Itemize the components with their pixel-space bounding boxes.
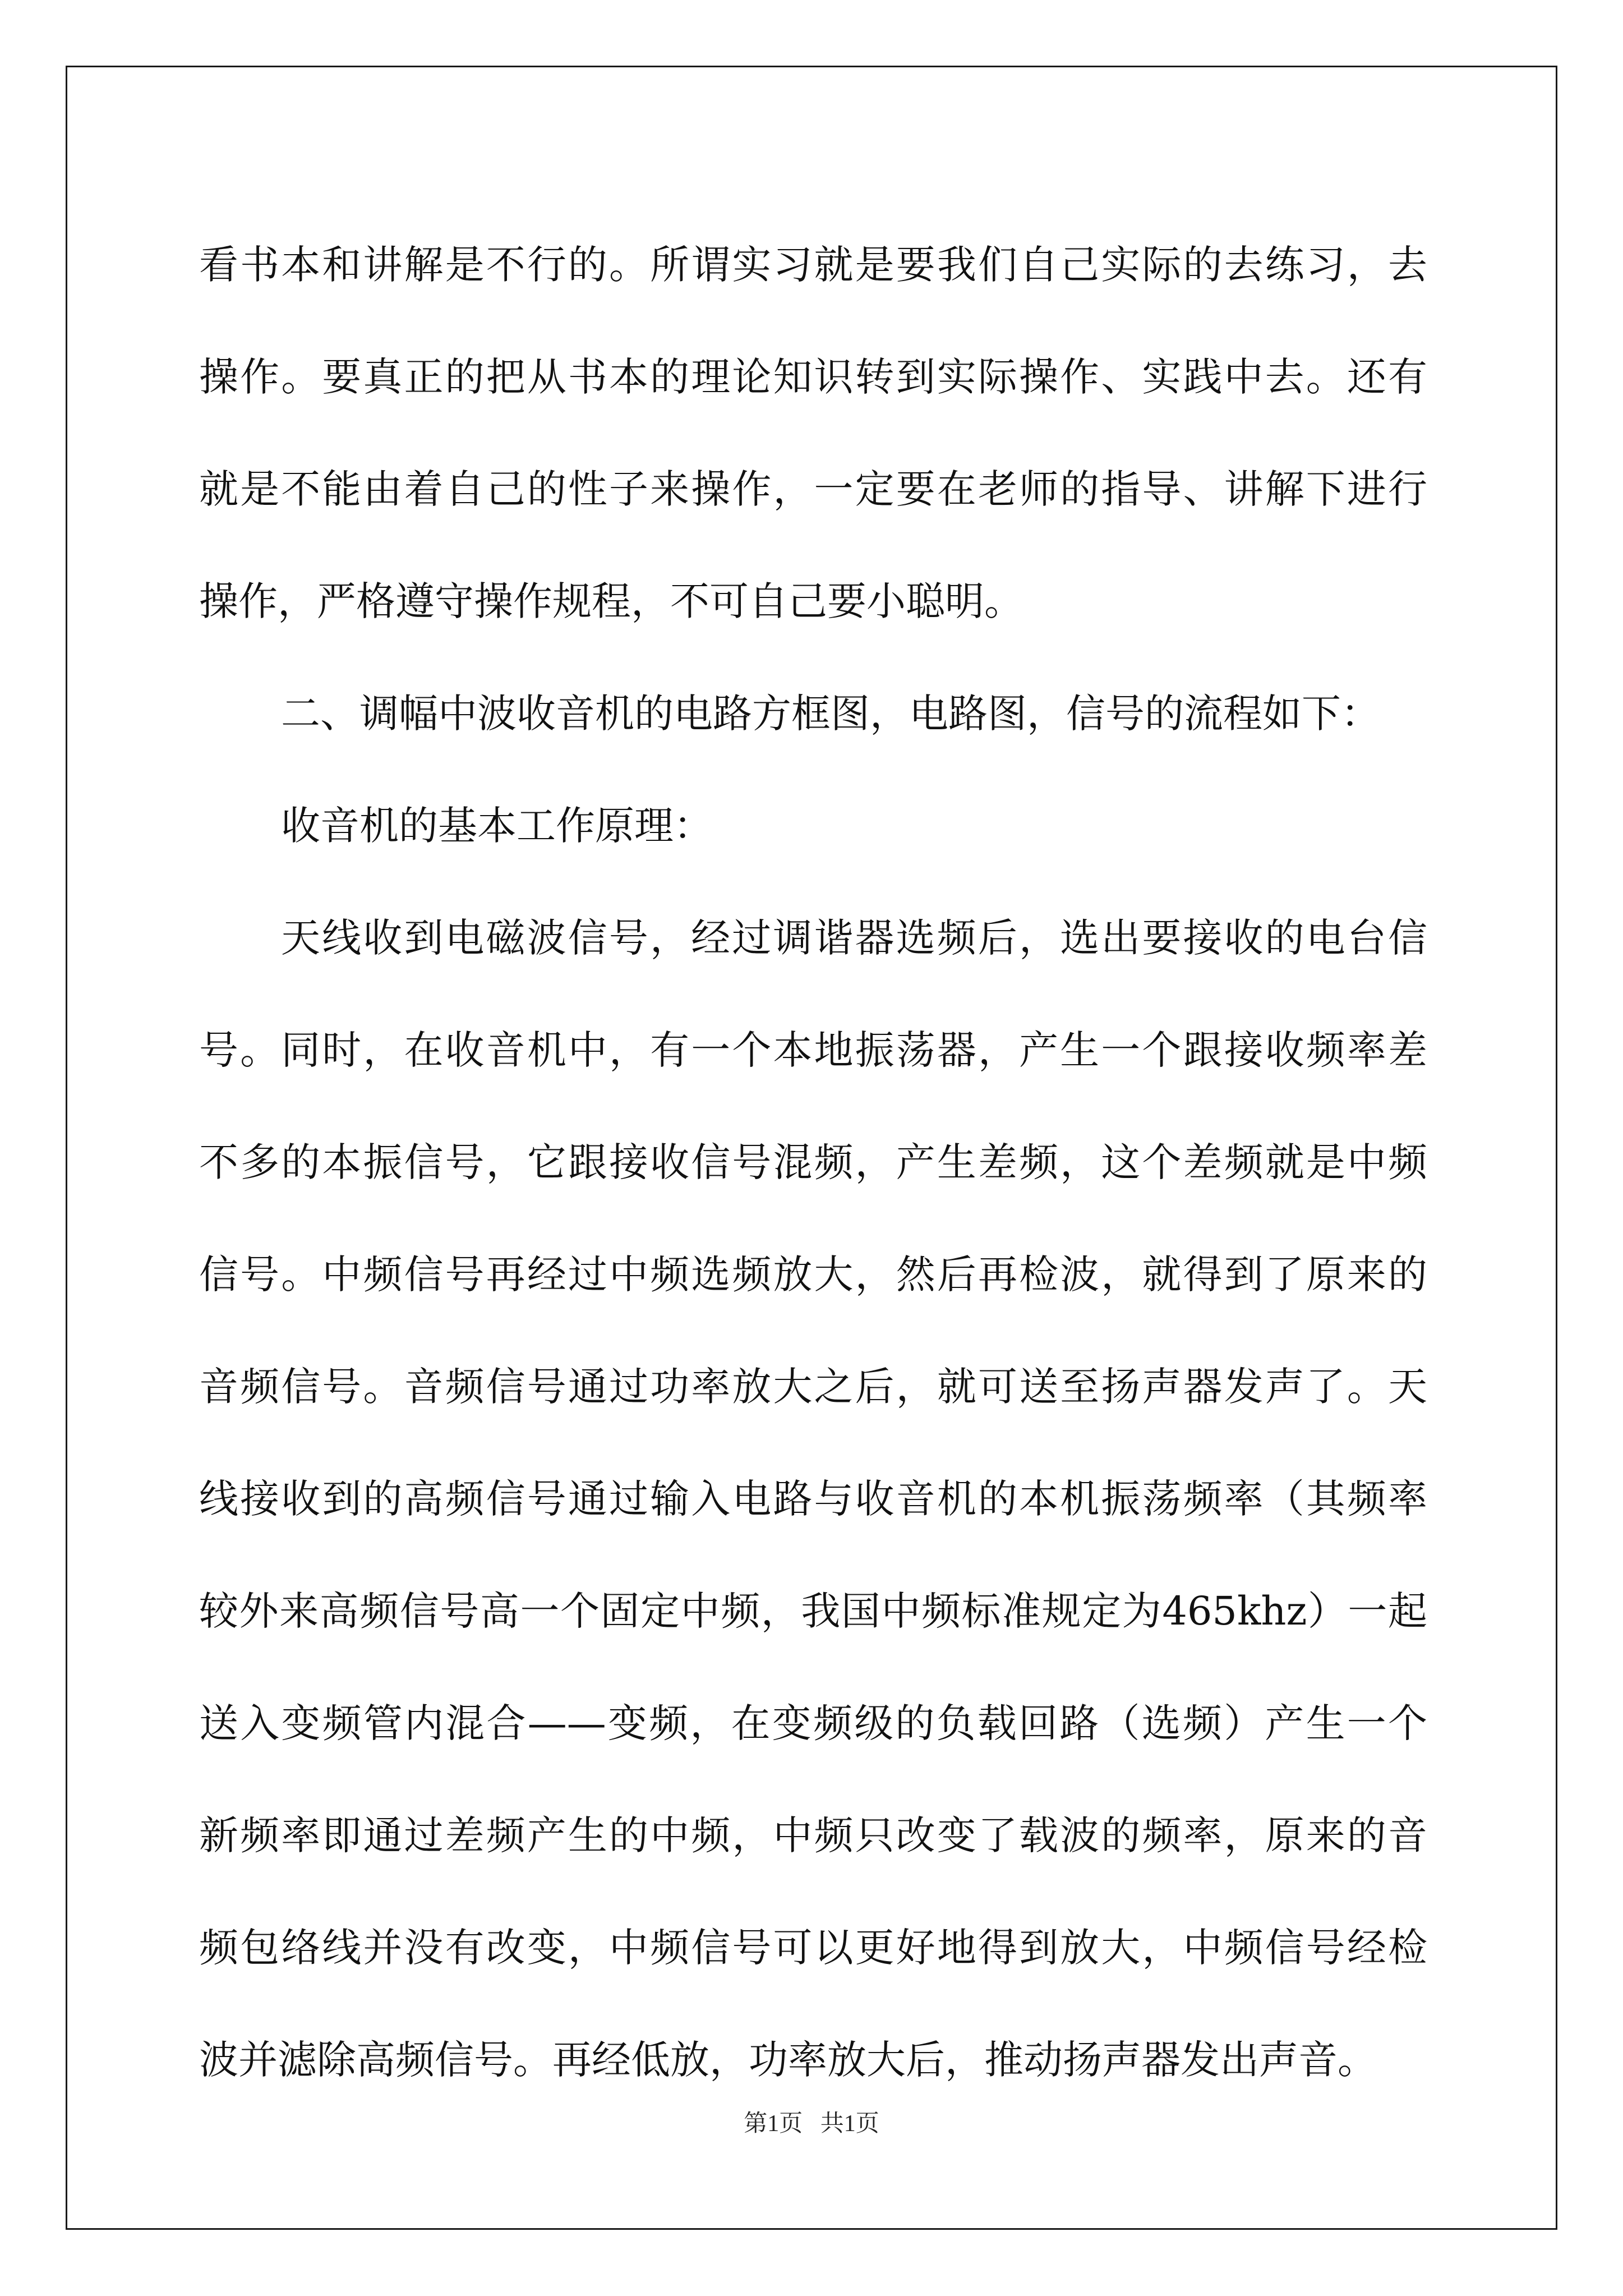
text-line: 送入变频管内混合——变频，在变频级的负载回路（选频）产生一个 (199, 1700, 1427, 1746)
text-line: 操作，严格遵守操作规程，不可自己要小聪明。 (199, 578, 1023, 624)
text-line: 号。同时，在收音机中，有一个本地振荡器，产生一个跟接收频率差 (199, 1027, 1427, 1073)
text-line: 操作。要真正的把从书本的理论知识转到实际操作、实践中去。还有 (199, 354, 1427, 400)
text-line: 天线收到电磁波信号，经过调谐器选频后，选出要接收的电台信 (281, 915, 1427, 961)
text-line: 信号。中频信号再经过中频选频放大，然后再检波，就得到了原来的 (199, 1251, 1427, 1297)
section-heading: 二、调幅中波收音机的电路方框图，电路图，信号的流程如下： (281, 691, 1380, 737)
text-line: 频包络线并没有改变，中频信号可以更好地得到放大，中频信号经检 (199, 1925, 1427, 1971)
text-line: 不多的本振信号，它跟接收信号混频，产生差频，这个差频就是中频 (199, 1139, 1427, 1185)
page-number-footer: 第1页 共1页 (744, 2111, 879, 2137)
document-body (199, 209, 1427, 2116)
text-line: 线接收到的高频信号通过输入电路与收音机的本机振荡频率（其频率 (199, 1476, 1427, 1522)
text-line: 较外来高频信号高一个固定中频，我国中频标准规定为465khz）一起 (199, 1588, 1427, 1634)
text-line: 就是不能由着自己的性子来操作，一定要在老师的指导、讲解下进行 (199, 466, 1427, 512)
text-line: 音频信号。音频信号通过功率放大之后，就可送至扬声器发声了。天 (199, 1364, 1427, 1410)
subheading: 收音机的基本工作原理： (281, 803, 713, 849)
text-line: 新频率即通过差频产生的中频，中频只改变了载波的频率，原来的音 (199, 1812, 1427, 1858)
text-line: 波并滤除高频信号。再经低放，功率放大后，推动扬声器发出声音。 (199, 2037, 1377, 2083)
text-line: 看书本和讲解是不行的。所谓实习就是要我们自己实际的去练习，去 (199, 242, 1427, 288)
